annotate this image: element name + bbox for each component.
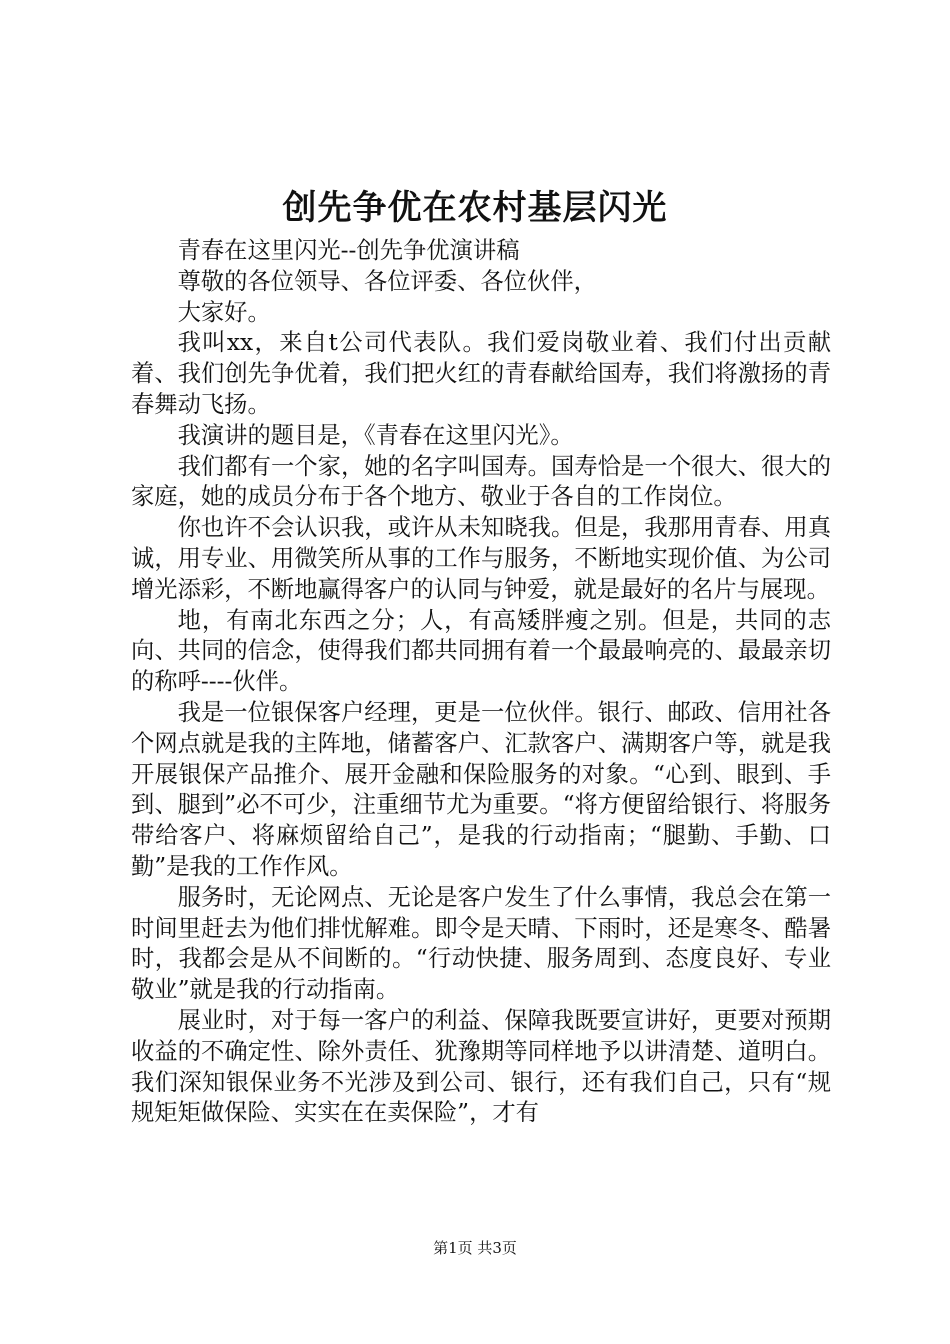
paragraph-business: 展业时，对于每一客户的利益、保障我既要宣讲好，更要对预期收益的不确定性、除外责任、犹豫期等同样地予以讲清楚、道明白。我们深知银保业务不光涉及到公司、银行，还有我们自己，只有“规规矩矩做保险、实实在在卖保险”，才有 [131,1006,831,1127]
document-body [131,236,831,1129]
paragraph-family: 我们都有一个家，她的名字叫国寿。国寿恰是一个很大、很大的家庭，她的成员分布于各个地方、敬业于各自的工作岗位。 [131,452,831,511]
paragraph-service: 服务时，无论网点、无论是客户发生了什么事情，我总会在第一时间里赶去为他们排忧解难。即令是天晴、下雨时，还是寒冬、酷暑时，我都会是从不间断的。“行动快捷、服务周到、态度良好、专业敬业”就是我的行动指南。 [131,883,831,1004]
paragraph-salutation: 尊敬的各位领导、各位评委、各位伙伴， [177,267,597,295]
paragraph-subtitle: 青春在这里闪光--创先争优演讲稿 [177,237,520,264]
document-title: 创先争优在农村基层闪光 [282,188,668,228]
paragraph-self-intro: 我叫xx，来自t公司代表队。我们爱岗敬业着、我们付出贡献着、我们创先争优着，我们把火红的青春献给国寿，我们将激扬的青春舞动飞扬。 [131,329,831,418]
paragraph-bancassurance: 我是一位银保客户经理，更是一位伙伴。银行、邮政、信用社各个网点就是我的主阵地，储蓄客户、汇款客户、满期客户等，就是我开展银保产品推介、展开金融和保险服务的对象。“心到、眼到、手到、腿到”必不可少，注重细节尤为重要。“将方便留给银行、将服务带给客户、将麻烦留给自己”，是我的行动指南；“腿勤、手勤、口勤”是我的工作作风。 [131,698,831,880]
paragraph-speech-topic: 我演讲的题目是，《青春在这里闪光》。 [177,421,574,449]
paragraph-business-card: 你也许不会认识我，或许从未知晓我。但是，我那用青春、用真诚，用专业、用微笑所从事的工作与服务，不断地实现价值、为公司增光添彩，不断地赢得客户的认同与钟爱，就是最好的名片与展现。 [131,514,831,603]
paragraph-greeting: 大家好。 [177,298,271,326]
paragraph-partners: 地，有南北东西之分；人，有高矮胖瘦之别。但是，共同的志向、共同的信念，使得我们都共同拥有着一个最最响亮的、最最亲切的称呼----伙伴。 [131,606,831,696]
page-number-footer: 第1页 共3页 [433,1239,517,1257]
